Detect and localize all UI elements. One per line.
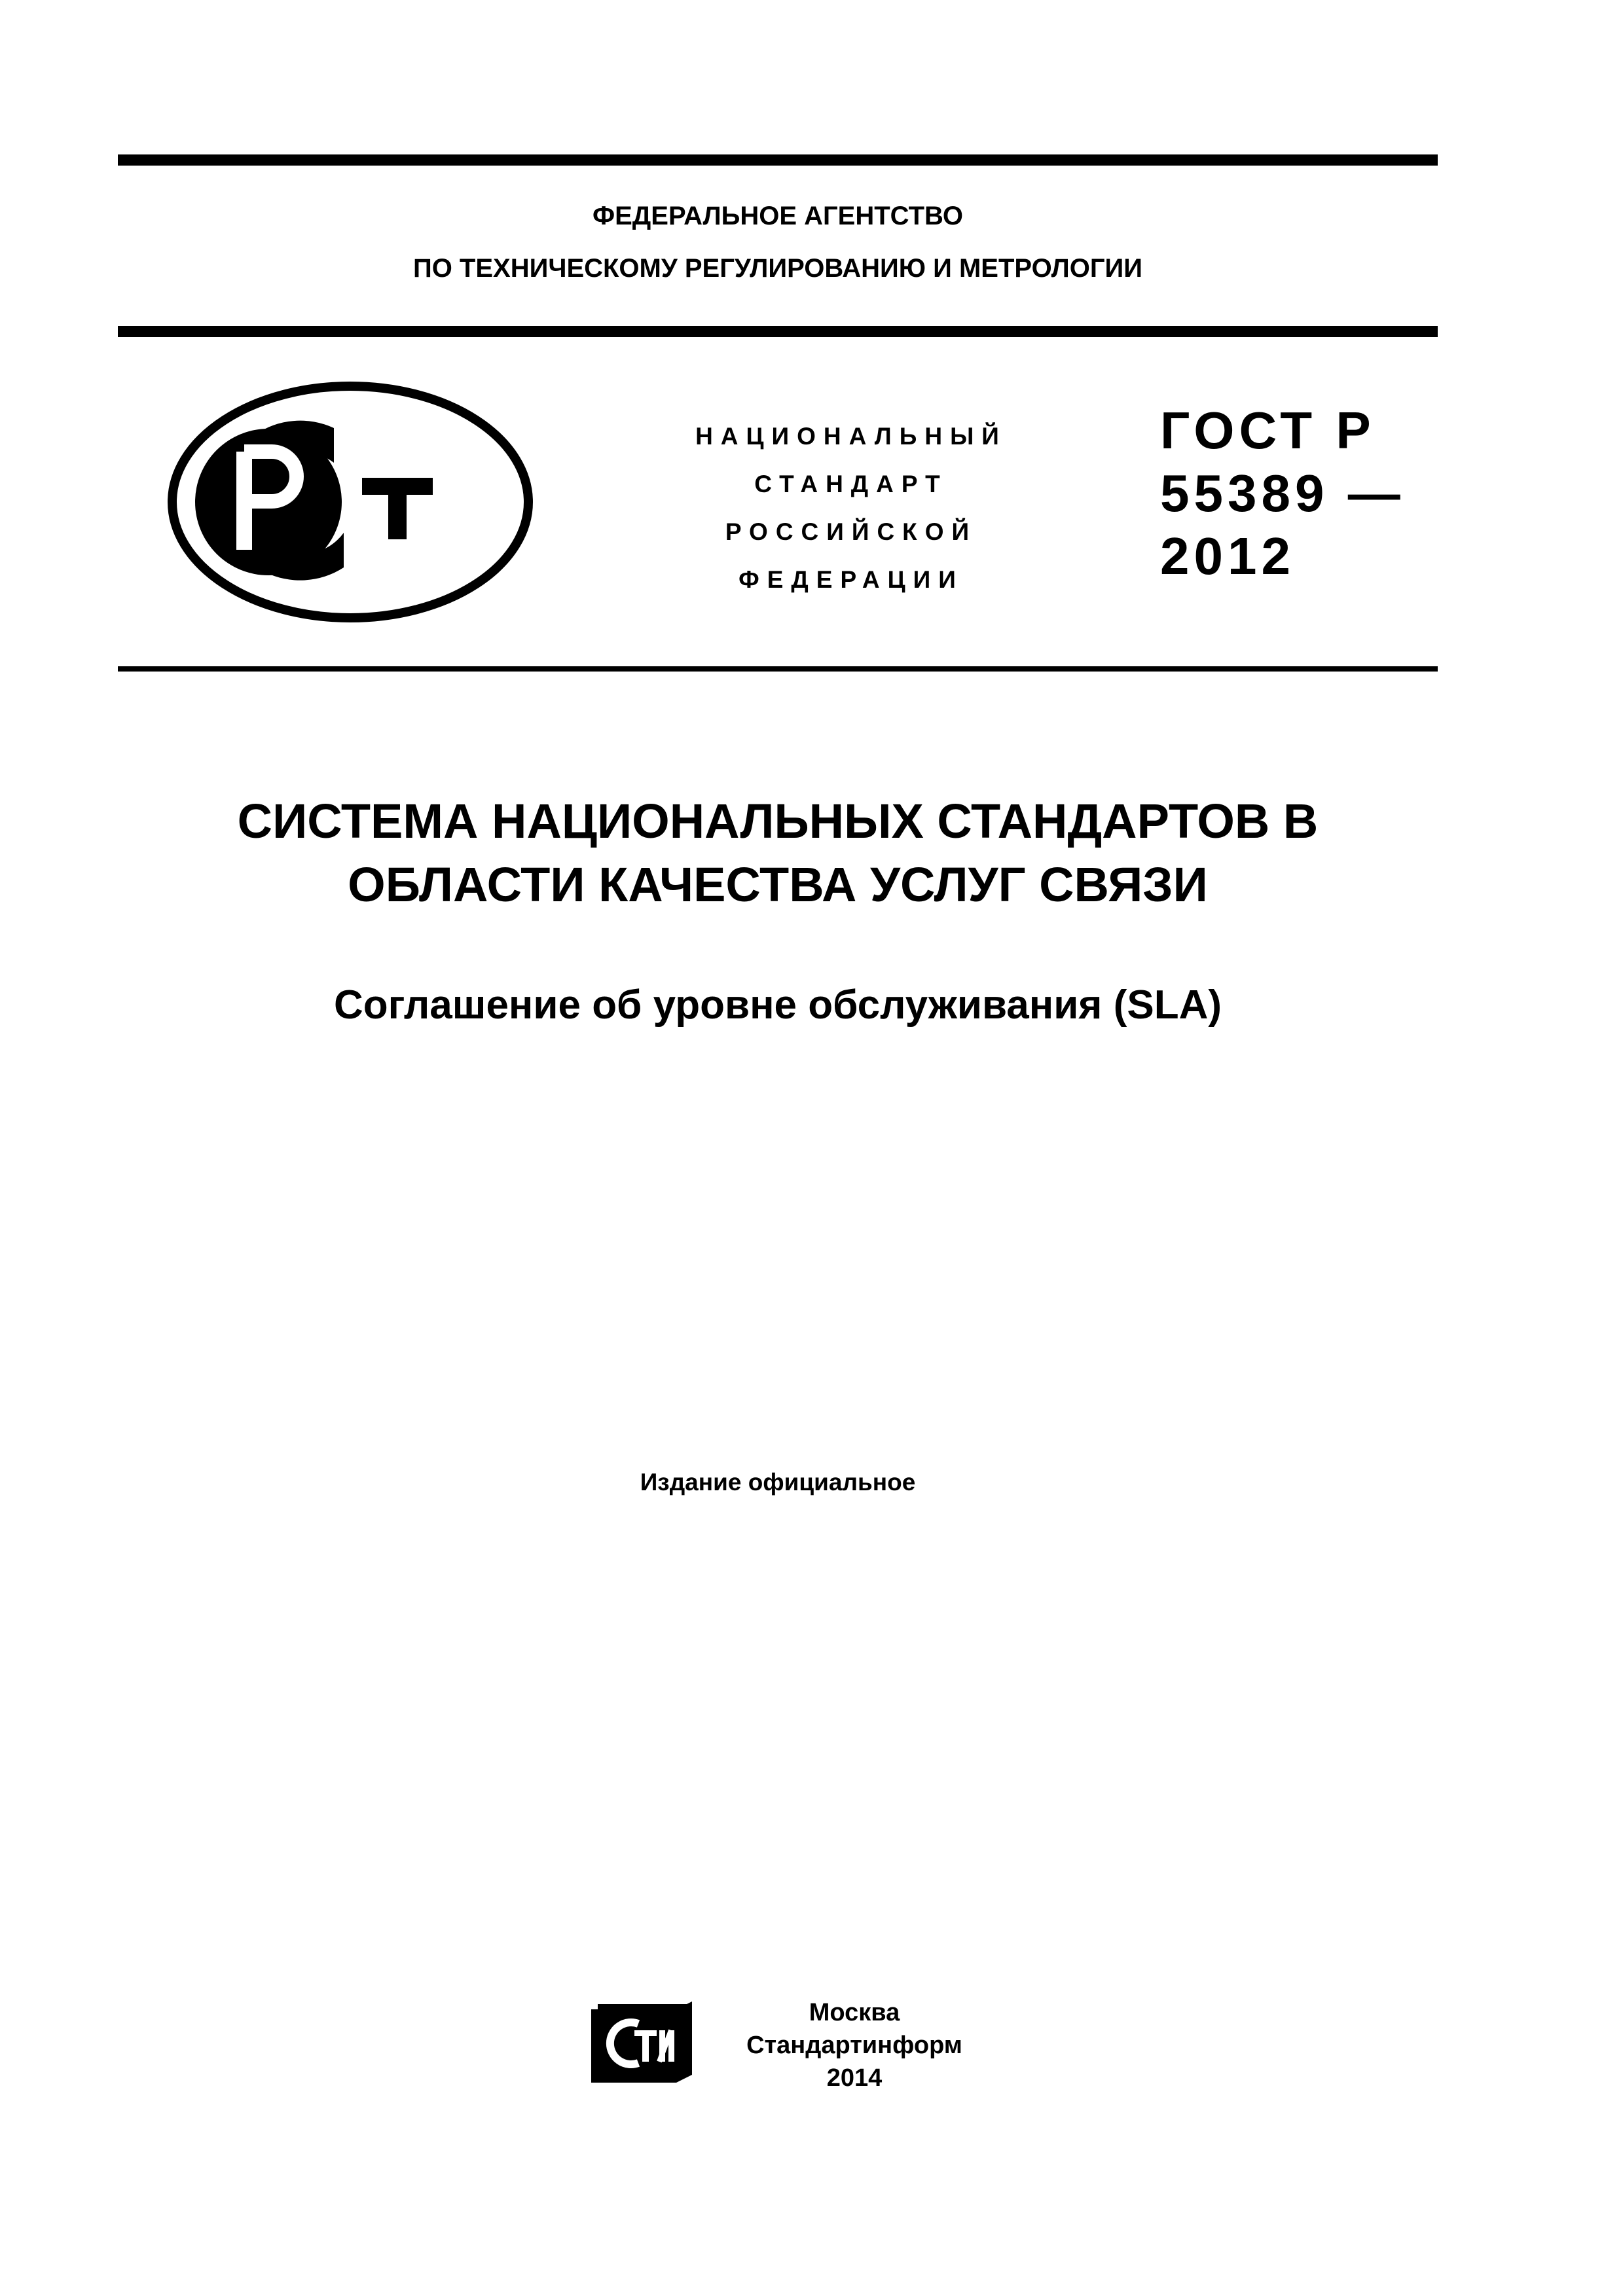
title-line-1: СИСТЕМА НАЦИОНАЛЬНЫХ СТАНДАРТОВ В xyxy=(237,794,1319,848)
publisher-imprint xyxy=(710,1996,998,2094)
national-line-2: СТАНДАРТ xyxy=(754,471,948,497)
top-rule xyxy=(118,154,1438,166)
designation-line-1: ГОСТ Р xyxy=(1160,401,1376,459)
bottom-rule xyxy=(118,666,1438,672)
title-line-2: ОБЛАСТИ КАЧЕСТВА УСЛУГ СВЯЗИ xyxy=(348,857,1208,912)
publisher-city: Москва xyxy=(809,1999,900,2026)
document-title xyxy=(118,789,1438,916)
publisher-year: 2014 xyxy=(826,2064,883,2092)
agency-line-2: ПО ТЕХНИЧЕСКОМУ РЕГУЛИРОВАНИЮ И МЕТРОЛОГИИ xyxy=(412,254,1143,283)
designation-line-2: 55389 — xyxy=(1160,464,1405,522)
publisher-name: Стандартинформ xyxy=(746,2032,962,2059)
national-line-3: РОССИЙСКОЙ xyxy=(725,518,977,545)
edition-note: Издание официальное xyxy=(640,1469,916,1496)
standartinform-logo-icon xyxy=(587,1998,699,2087)
middle-rule xyxy=(118,326,1438,337)
national-line-1: НАЦИОНАЛЬНЫЙ xyxy=(695,423,1007,450)
document-subtitle: Соглашение об уровне обслуживания (SLA) xyxy=(333,982,1222,1028)
national-standard-label xyxy=(668,412,1034,603)
rst-emblem-icon xyxy=(167,381,534,623)
standard-designation xyxy=(1160,399,1405,588)
national-line-4: ФЕДЕРАЦИИ xyxy=(739,566,964,593)
agency-header xyxy=(118,190,1438,295)
agency-line-1: ФЕДЕРАЛЬНОЕ АГЕНТСТВО xyxy=(592,202,964,230)
designation-line-3: 2012 xyxy=(1160,527,1295,585)
